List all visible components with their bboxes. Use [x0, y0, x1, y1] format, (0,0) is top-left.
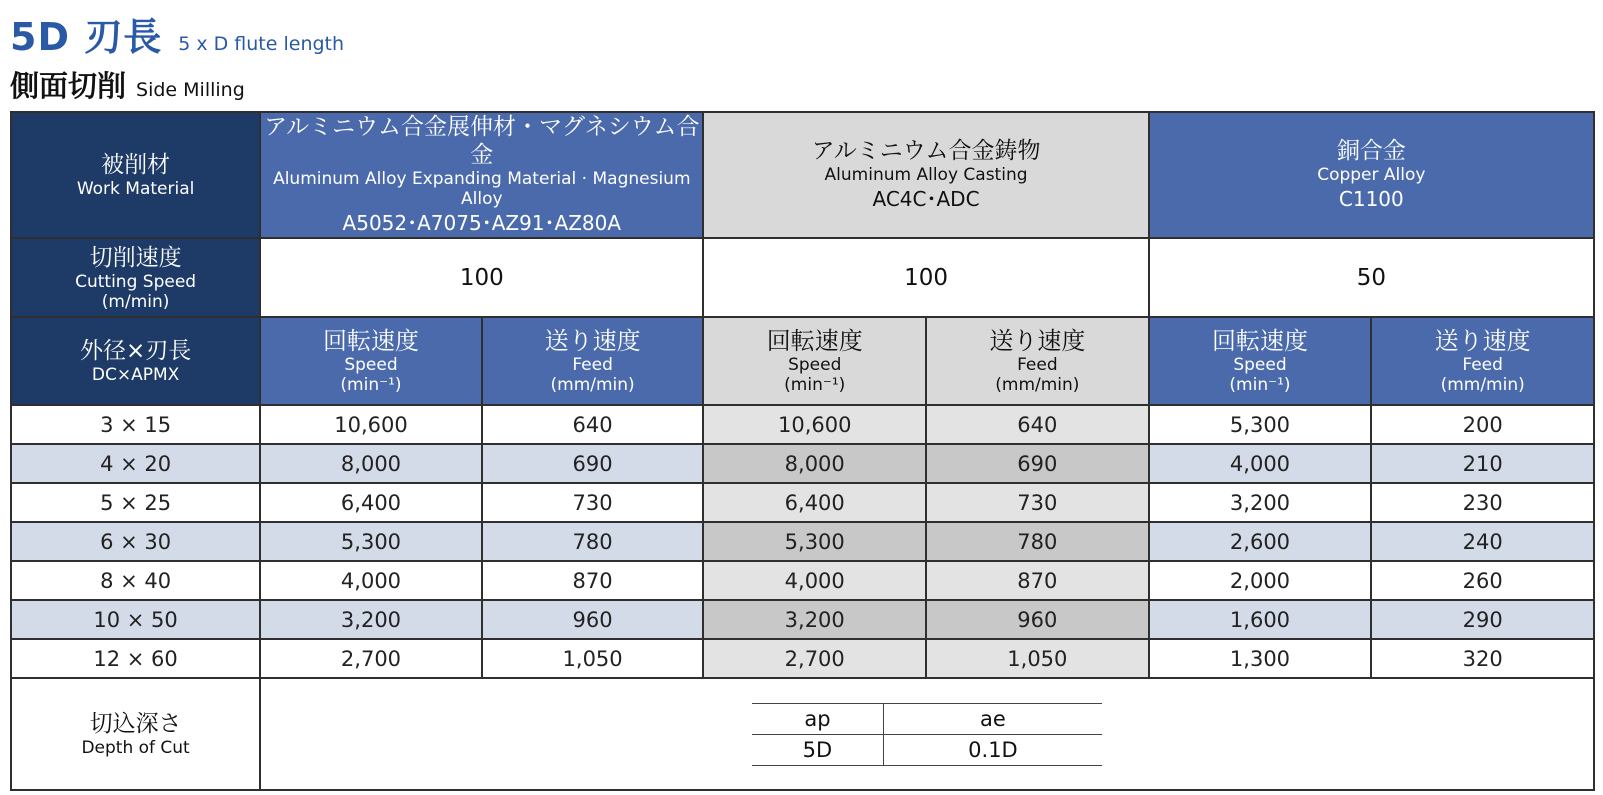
depth-of-cut-jp: 切込深さ — [89, 711, 182, 737]
value-cell: 4,000 — [260, 561, 482, 600]
feed-subheader — [482, 317, 704, 405]
value-cell: 2,700 — [703, 639, 926, 678]
value-cell: 5,300 — [260, 522, 482, 561]
value-cell: 2,700 — [260, 639, 482, 678]
dc-apmx-jp: 外径×刃長 — [79, 338, 192, 364]
work-material-jp: 被削材 — [101, 152, 171, 178]
cutting-speed-row — [11, 238, 1594, 317]
table-row — [11, 639, 1594, 678]
value-cell: 870 — [482, 561, 704, 600]
material-header-0 — [260, 112, 703, 238]
speed-jp: 回転速度 — [322, 327, 419, 355]
value-cell: 8,000 — [260, 444, 482, 483]
feed-subheader — [926, 317, 1149, 405]
work-material-label — [11, 112, 260, 238]
material-en: Aluminum Alloy Casting — [824, 165, 1028, 185]
ae-label: ae — [883, 703, 1102, 734]
feed-unit: (mm/min) — [995, 375, 1080, 395]
work-material-en: Work Material — [76, 179, 195, 199]
value-cell: 690 — [926, 444, 1149, 483]
cutting-speed-value: 100 — [703, 238, 1148, 317]
size-cell: 8 × 40 — [11, 561, 260, 600]
speed-subheader — [260, 317, 482, 405]
feed-en: Feed — [572, 355, 613, 375]
value-cell: 1,050 — [926, 639, 1149, 678]
material-header-2 — [1149, 112, 1594, 238]
material-header-row — [11, 112, 1594, 238]
table-row — [11, 561, 1594, 600]
size-cell: 6 × 30 — [11, 522, 260, 561]
material-grades: A5052･A7075･AZ91･AZ80A — [342, 211, 622, 235]
depth-of-cut-cell — [260, 678, 1594, 790]
cutting-speed-value: 50 — [1149, 238, 1594, 317]
feed-en: Feed — [1462, 355, 1503, 375]
table-row — [11, 444, 1594, 483]
feed-unit: (mm/min) — [550, 375, 635, 395]
section-sub: Side Milling — [136, 79, 245, 101]
material-jp: 銅合金 — [1336, 138, 1406, 164]
feed-unit: (mm/min) — [1440, 375, 1525, 395]
feed-subheader — [1371, 317, 1594, 405]
value-cell: 200 — [1371, 405, 1594, 444]
size-cell: 10 × 50 — [11, 600, 260, 639]
value-cell: 210 — [1371, 444, 1594, 483]
value-cell: 3,200 — [1149, 483, 1372, 522]
cutting-speed-value: 100 — [260, 238, 703, 317]
speed-unit: (min⁻¹) — [340, 375, 402, 395]
value-cell: 290 — [1371, 600, 1594, 639]
speed-jp: 回転速度 — [766, 327, 863, 355]
ap-label: ap — [752, 703, 883, 734]
title-sub: 5 x D flute length — [178, 33, 345, 55]
value-cell: 690 — [482, 444, 704, 483]
value-cell: 8,000 — [703, 444, 926, 483]
table-row — [11, 483, 1594, 522]
value-cell: 2,000 — [1149, 561, 1372, 600]
value-cell: 230 — [1371, 483, 1594, 522]
value-cell: 260 — [1371, 561, 1594, 600]
size-cell: 12 × 60 — [11, 639, 260, 678]
page-title — [10, 6, 344, 61]
value-cell: 10,600 — [703, 405, 926, 444]
speed-jp: 回転速度 — [1211, 327, 1308, 355]
value-cell: 640 — [482, 405, 704, 444]
material-jp: アルミニウム合金鋳物 — [811, 138, 1041, 164]
speed-unit: (min⁻¹) — [784, 375, 846, 395]
material-en: Copper Alloy — [1317, 165, 1426, 185]
value-cell: 4,000 — [1149, 444, 1372, 483]
cutting-speed-jp: 切削速度 — [89, 244, 182, 271]
feed-jp: 送り速度 — [989, 327, 1086, 355]
value-cell: 870 — [926, 561, 1149, 600]
size-cell: 4 × 20 — [11, 444, 260, 483]
material-en: Aluminum Alloy Expanding Material · Magnesium Alloy — [273, 169, 691, 209]
value-cell: 780 — [926, 522, 1149, 561]
table-row — [11, 600, 1594, 639]
depth-of-cut-label — [11, 678, 260, 790]
value-cell: 5,300 — [1149, 405, 1372, 444]
value-cell: 4,000 — [703, 561, 926, 600]
value-cell: 730 — [482, 483, 704, 522]
section-heading — [10, 64, 245, 105]
depth-of-cut-table — [752, 703, 1102, 766]
speed-en: Speed — [344, 355, 398, 375]
value-cell: 3,200 — [703, 600, 926, 639]
cutting-conditions-table — [10, 111, 1595, 791]
size-cell: 5 × 25 — [11, 483, 260, 522]
speed-unit: (min⁻¹) — [1229, 375, 1291, 395]
title-main: 5D 刃長 — [10, 15, 163, 59]
table-row — [11, 405, 1594, 444]
material-grades: C1100 — [1338, 187, 1404, 211]
value-cell: 3,200 — [260, 600, 482, 639]
feed-en: Feed — [1017, 355, 1058, 375]
feed-jp: 送り速度 — [544, 327, 641, 355]
value-cell: 1,300 — [1149, 639, 1372, 678]
dc-apmx-en: DC×APMX — [91, 365, 180, 385]
material-grades: AC4C･ADC — [872, 187, 980, 211]
value-cell: 2,600 — [1149, 522, 1372, 561]
material-header-1 — [703, 112, 1148, 238]
speed-en: Speed — [1233, 355, 1287, 375]
value-cell: 730 — [926, 483, 1149, 522]
value-cell: 1,050 — [482, 639, 704, 678]
material-jp: アルミニウム合金展伸材・マグネシウム合金 — [264, 114, 700, 168]
value-cell: 1,600 — [1149, 600, 1372, 639]
speed-en: Speed — [788, 355, 842, 375]
value-cell: 6,400 — [703, 483, 926, 522]
value-cell: 6,400 — [260, 483, 482, 522]
value-cell: 780 — [482, 522, 704, 561]
subheader-row — [11, 317, 1594, 405]
ae-value: 0.1D — [883, 734, 1102, 765]
value-cell: 320 — [1371, 639, 1594, 678]
depth-of-cut-row — [11, 678, 1594, 790]
section-main: 側面切削 — [10, 69, 127, 103]
value-cell: 640 — [926, 405, 1149, 444]
ap-value: 5D — [752, 734, 883, 765]
depth-of-cut-en: Depth of Cut — [81, 738, 190, 758]
value-cell: 5,300 — [703, 522, 926, 561]
value-cell: 960 — [926, 600, 1149, 639]
speed-subheader — [1149, 317, 1372, 405]
value-cell: 10,600 — [260, 405, 482, 444]
size-cell: 3 × 15 — [11, 405, 260, 444]
feed-jp: 送り速度 — [1434, 327, 1531, 355]
speed-subheader — [703, 317, 926, 405]
cutting-speed-label — [11, 238, 260, 317]
value-cell: 960 — [482, 600, 704, 639]
dc-apmx-label — [11, 317, 260, 405]
value-cell: 240 — [1371, 522, 1594, 561]
table-row — [11, 522, 1594, 561]
cutting-speed-en: Cutting Speed — [75, 271, 197, 292]
cutting-speed-unit: (m/min) — [101, 291, 170, 312]
